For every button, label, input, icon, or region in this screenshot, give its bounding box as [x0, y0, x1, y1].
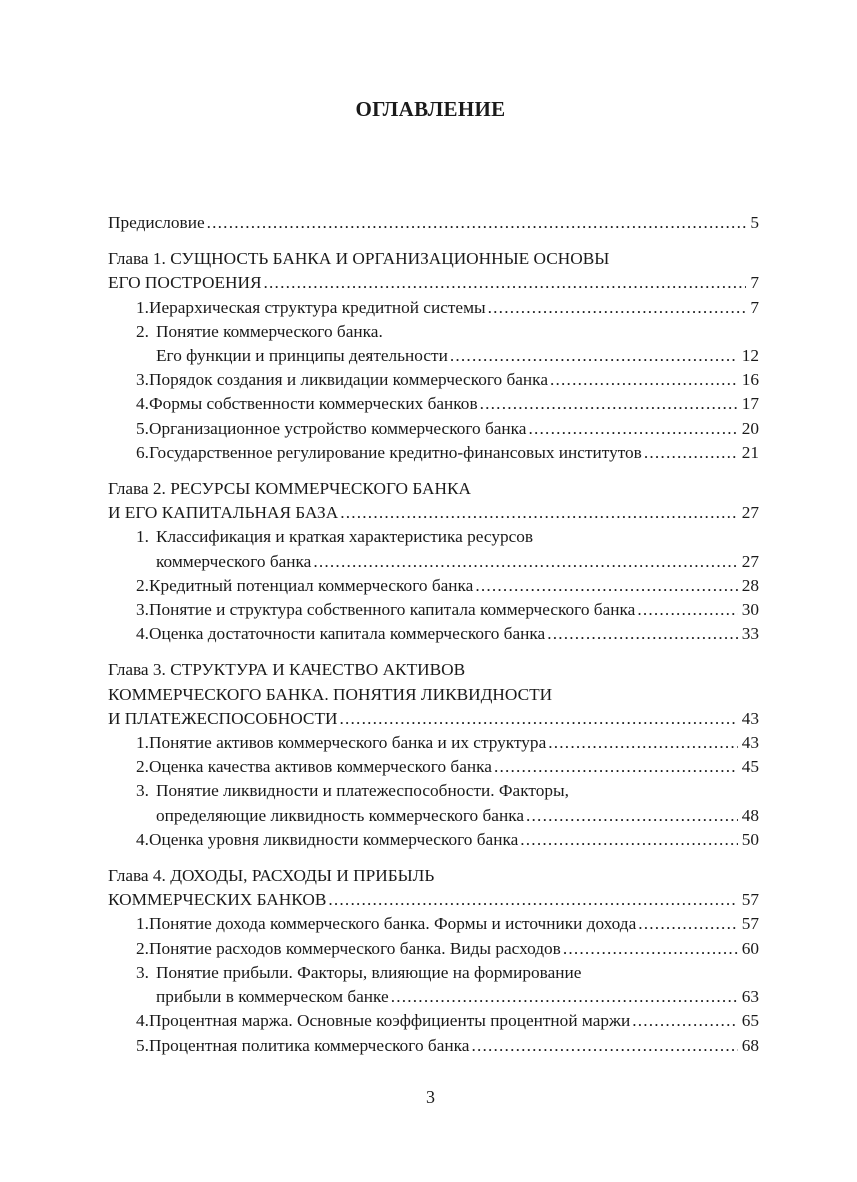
toc-preface: [108, 211, 759, 235]
page-number: 3: [426, 1087, 435, 1107]
toc-section: 3. Понятие и структура собственного капитала коммерческого банка ..... 30: [108, 598, 759, 622]
dot-leader: [563, 937, 738, 961]
dot-leader: [547, 622, 738, 646]
dot-leader: [471, 1034, 737, 1058]
dot-leader: [480, 392, 738, 416]
toc-entry-text: Предисловие: [108, 213, 205, 232]
page-title: ОГЛАВЛЕНИЕ: [355, 97, 506, 121]
toc-section: 2. Понятие коммерческого банка.: [136, 321, 383, 341]
toc-chapter-3: [108, 658, 759, 852]
dot-leader: [528, 417, 737, 441]
dot-leader: [488, 296, 747, 320]
chapter-title-line: Глава 2. РЕСУРСЫ КОММЕРЧЕСКОГО БАНКА: [108, 479, 472, 499]
chapter-title-line: И ПЛАТЕЖЕСПОСОБНОСТИ ..... 43: [108, 707, 759, 731]
toc-section: 1. Классификация и краткая характеристика ресурсов: [136, 527, 534, 547]
dot-leader: [450, 344, 738, 368]
toc-section: 2. Кредитный потенциал коммерческого банка ..... 28: [108, 574, 759, 598]
chapter-title-line: И ЕГО КАПИТАЛЬНАЯ БАЗА ..... 27: [108, 501, 759, 525]
toc-section: 6. Государственное регулирование кредитно-финансовых институтов ..... 21: [108, 441, 759, 465]
chapter-title-line: ЕГО ПОСТРОЕНИЯ ..... 7: [108, 271, 759, 295]
toc-section: 1. Иерархическая структура кредитной системы ..... 7: [108, 296, 759, 320]
toc-page-number: 5: [750, 213, 759, 232]
chapter-title-line: Глава 1. СУЩНОСТЬ БАНКА И ОРГАНИЗАЦИОННЫЕ ОСНОВЫ: [108, 249, 610, 269]
dot-leader: [328, 888, 737, 912]
toc-section: 4. Оценка уровня ликвидности коммерческого банка ..... 50: [108, 828, 759, 852]
toc-section-continuation: прибыли в коммерческом банке ..... 63: [108, 985, 759, 1009]
dot-leader: [264, 271, 747, 295]
toc-section-continuation: Его функции и принципы деятельности ..... 12: [108, 344, 759, 368]
dot-leader: [550, 368, 738, 392]
toc-section: 4. Оценка достаточности капитала коммерческого банка ..... 33: [108, 622, 759, 646]
toc-section: 5. Процентная политика коммерческого банка ..... 68: [108, 1034, 759, 1058]
toc-page-number: 27: [741, 503, 759, 523]
dot-leader: [339, 707, 737, 731]
toc-section-continuation: определяющие ликвидность коммерческого банка ..... 48: [108, 804, 759, 828]
chapter-title-line: КОММЕРЧЕСКИХ БАНКОВ ..... 57: [108, 888, 759, 912]
toc-section: 3. Порядок создания и ликвидации коммерческого банка ..... 16: [108, 368, 759, 392]
toc-section: 3. Понятие ликвидности и платежеспособности. Факторы,: [136, 781, 569, 801]
table-of-contents: [108, 211, 759, 1070]
toc-section: 4. Процентная маржа. Основные коэффициенты процентной маржи ..... 65: [108, 1009, 759, 1033]
dot-leader: [548, 731, 737, 755]
toc-chapter-1: [108, 247, 759, 465]
toc-section: 4. Формы собственности коммерческих банков ..... 17: [108, 392, 759, 416]
dot-leader: [313, 550, 737, 574]
toc-section: 5. Организационное устройство коммерческого банка ..... 20: [108, 417, 759, 441]
chapter-title-line: Глава 4. ДОХОДЫ, РАСХОДЫ И ПРИБЫЛЬ: [108, 866, 435, 886]
dot-leader: [340, 501, 738, 525]
dot-leader: [494, 755, 738, 779]
toc-section: 2. Оценка качества активов коммерческого банка ..... 45: [108, 755, 759, 779]
toc-line: [108, 211, 759, 235]
chapter-title-line: Глава 3. СТРУКТУРА И КАЧЕСТВО АКТИВОВ: [108, 660, 466, 680]
toc-chapter-4: [108, 864, 759, 1058]
dot-leader: [391, 985, 738, 1009]
chapter-title-line: КОММЕРЧЕСКОГО БАНКА. ПОНЯТИЯ ЛИКВИДНОСТИ: [108, 684, 553, 704]
toc-section-continuation: коммерческого банка ..... 27: [108, 550, 759, 574]
dot-leader: [644, 441, 738, 465]
toc-page-number: 43: [741, 708, 759, 728]
toc-section: 1. Понятие активов коммерческого банка и их структура ..... 43: [108, 731, 759, 755]
toc-page-number: 7: [750, 273, 759, 293]
dot-leader: [520, 828, 737, 852]
toc-page-number: 57: [741, 890, 759, 910]
dot-leader: [638, 912, 737, 936]
dot-leader: [526, 804, 738, 828]
toc-section: 1. Понятие дохода коммерческого банка. Формы и источники дохода ..... 57: [108, 912, 759, 936]
dot-leader: [637, 598, 737, 622]
dot-leader: [207, 211, 747, 235]
toc-chapter-2: [108, 477, 759, 646]
toc-section: 3. Понятие прибыли. Факторы, влияющие на формирование: [136, 962, 582, 982]
dot-leader: [632, 1009, 738, 1033]
toc-section: 2. Понятие расходов коммерческого банка. Виды расходов ..... 60: [108, 937, 759, 961]
dot-leader: [475, 574, 737, 598]
